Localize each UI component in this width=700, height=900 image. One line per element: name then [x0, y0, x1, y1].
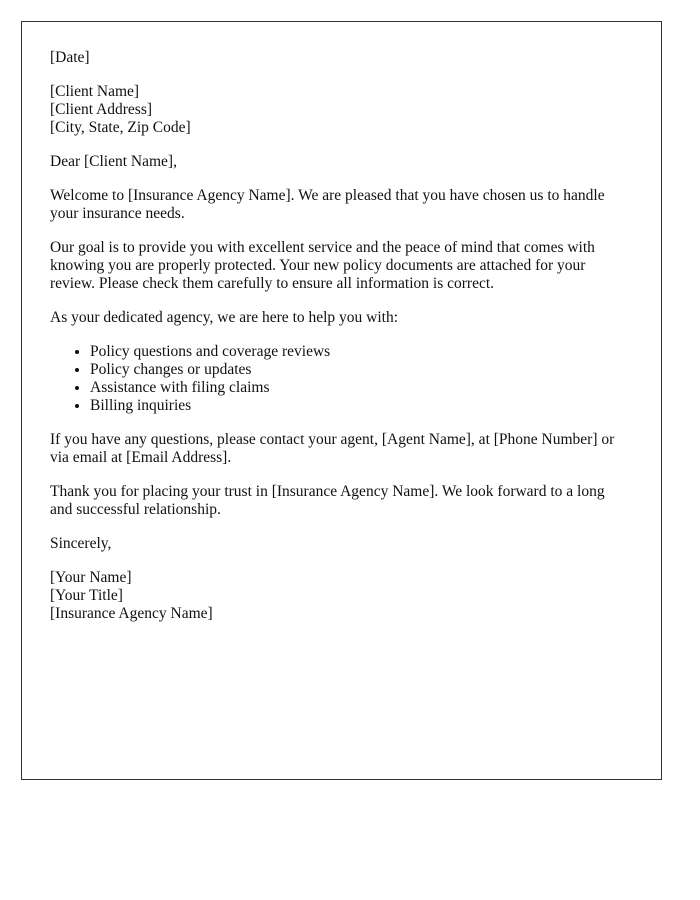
bullet-item: • Policy questions and coverage reviews	[90, 343, 633, 361]
recipient-block	[50, 83, 633, 137]
signature-block	[50, 569, 633, 623]
date-block	[50, 49, 633, 67]
paragraph-line: via email at [Email Address].	[50, 449, 232, 466]
recipient-city-line: [City, State, Zip Code]	[50, 119, 191, 136]
signature-title-line: [Your Title]	[50, 587, 123, 604]
paragraph-line: your insurance needs.	[50, 205, 185, 222]
services-bullet-list	[50, 343, 633, 415]
date-line: [Date]	[50, 49, 90, 66]
contact-paragraph	[50, 431, 633, 467]
recipient-name-line: [Client Name]	[50, 83, 140, 100]
paragraph-line: knowing you are properly protected. Your new policy documents are attached for your	[50, 257, 586, 274]
signature-name-line: [Your Name]	[50, 569, 132, 586]
paragraph-line: and successful relationship.	[50, 501, 221, 518]
signature-agency-line: [Insurance Agency Name]	[50, 605, 213, 622]
paragraph-line: Thank you for placing your trust in [Insurance Agency Name]. We look forward to a long	[50, 483, 605, 500]
bullet-item: • Assistance with filing claims	[90, 379, 633, 397]
help-intro-paragraph	[50, 309, 633, 327]
closing-line: Sincerely,	[50, 535, 112, 552]
paragraph-line: review. Please check them carefully to ensure all information is correct.	[50, 275, 495, 292]
letter-border-box	[21, 21, 662, 780]
thanks-paragraph	[50, 483, 633, 519]
recipient-address-line: [Client Address]	[50, 101, 153, 118]
closing-block	[50, 535, 633, 553]
salutation-block	[50, 153, 633, 171]
paragraph-line: Welcome to [Insurance Agency Name]. We are pleased that you have chosen us to handle	[50, 187, 605, 204]
paragraph-line: As your dedicated agency, we are here to help you with:	[50, 309, 399, 326]
bullet-item: • Billing inquiries	[90, 397, 633, 415]
intro-paragraph	[50, 187, 633, 223]
paragraph-line: If you have any questions, please contact your agent, [Agent Name], at [Phone Number] or	[50, 431, 615, 448]
salutation-line: Dear [Client Name],	[50, 153, 177, 170]
goal-paragraph	[50, 239, 633, 293]
bullet-item: • Policy changes or updates	[90, 361, 633, 379]
paragraph-line: Our goal is to provide you with excellent service and the peace of mind that comes with	[50, 239, 595, 256]
